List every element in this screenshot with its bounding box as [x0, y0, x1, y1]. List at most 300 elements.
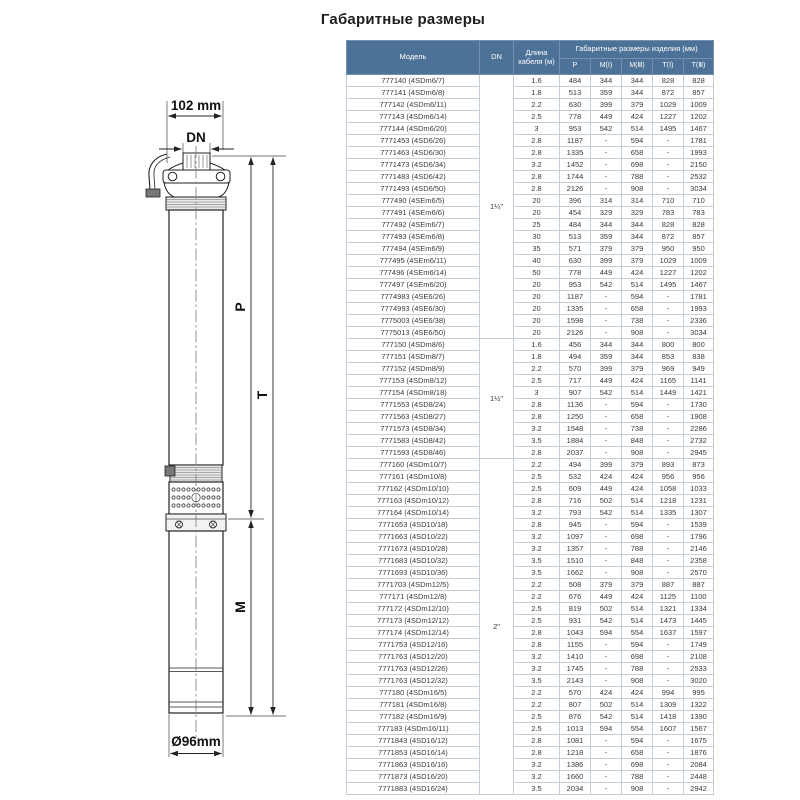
dim-cell: 1749: [684, 639, 714, 651]
dim-cell: -: [591, 399, 622, 411]
dim-cell: 379: [622, 243, 653, 255]
dim-cell: 424: [622, 687, 653, 699]
dim-cell: 1029: [653, 255, 684, 267]
dim-cell: 3034: [684, 183, 714, 195]
dim-cell: 1058: [653, 483, 684, 495]
model-cell: 7771453 (4SD6/26): [347, 135, 480, 147]
dim-label-m: M: [232, 601, 248, 613]
dim-cell: -: [591, 411, 622, 423]
dim-cell: 1567: [684, 723, 714, 735]
table-row: [347, 771, 714, 783]
dim-cell: 1309: [653, 699, 684, 711]
col-header-m3: M(Ⅲ): [622, 59, 653, 75]
model-cell: 7771583 (4SD8/42): [347, 435, 480, 447]
dim-cell: 2286: [684, 423, 714, 435]
dim-cell: 594: [622, 135, 653, 147]
dim-cell: 788: [622, 771, 653, 783]
dim-cell: 514: [622, 387, 653, 399]
table-row: [347, 603, 714, 615]
dim-cell: 329: [622, 207, 653, 219]
dim-cell: 893: [653, 459, 684, 471]
cable-cell: 2.8: [514, 183, 560, 195]
table-row: [347, 87, 714, 99]
dim-cell: 379: [591, 579, 622, 591]
cable-cell: 2.5: [514, 111, 560, 123]
model-cell: 7771693 (4SD10/36): [347, 567, 480, 579]
dim-cell: 514: [622, 615, 653, 627]
dim-cell: 514: [622, 507, 653, 519]
cable-cell: 3.2: [514, 759, 560, 771]
dim-cell: 424: [591, 687, 622, 699]
cable-cell: 20: [514, 303, 560, 315]
dim-cell: 1993: [684, 147, 714, 159]
cable-cell: 2.8: [514, 147, 560, 159]
dim-cell: 2732: [684, 435, 714, 447]
table-row: [347, 447, 714, 459]
dim-cell: 2146: [684, 543, 714, 555]
dim-cell: 1607: [653, 723, 684, 735]
dim-cell: 969: [653, 363, 684, 375]
table-row: [347, 639, 714, 651]
model-cell: 777183 (4SDm16/11): [347, 723, 480, 735]
dim-cell: -: [653, 639, 684, 651]
cable-cell: 2.5: [514, 471, 560, 483]
model-cell: 777495 (4SEm6/11): [347, 255, 480, 267]
model-cell: 777141 (4SDm6/8): [347, 87, 480, 99]
table-row: [347, 159, 714, 171]
table-row: [347, 351, 714, 363]
model-cell: 777160 (4SDm10/7): [347, 459, 480, 471]
dim-cell: -: [591, 531, 622, 543]
model-cell: 777494 (4SEm6/9): [347, 243, 480, 255]
dim-cell: 838: [684, 351, 714, 363]
cable-cell: 2.2: [514, 699, 560, 711]
cable-cell: 3.5: [514, 555, 560, 567]
dn-cell: 2": [480, 459, 514, 795]
dim-cell: 828: [653, 219, 684, 231]
table-body: [347, 75, 714, 795]
dim-cell: 1335: [560, 303, 591, 315]
dim-cell: 1043: [560, 627, 591, 639]
dim-cell: 1548: [560, 423, 591, 435]
table-row: [347, 735, 714, 747]
dim-cell: 424: [622, 111, 653, 123]
dim-cell: 379: [622, 579, 653, 591]
dim-cell: 514: [622, 495, 653, 507]
dim-cell: 594: [622, 735, 653, 747]
model-cell: 777490 (4SEm6/5): [347, 195, 480, 207]
table-row: [347, 591, 714, 603]
cable-cell: 40: [514, 255, 560, 267]
dim-cell: -: [591, 783, 622, 795]
model-cell: 777164 (4SDm10/14): [347, 507, 480, 519]
table-row: [347, 339, 714, 351]
dim-cell: 1539: [684, 519, 714, 531]
table-row: [347, 459, 714, 471]
dim-cell: 1250: [560, 411, 591, 423]
dim-cell: 594: [622, 399, 653, 411]
dim-cell: -: [653, 555, 684, 567]
dim-cell: 1187: [560, 291, 591, 303]
dim-cell: 494: [560, 459, 591, 471]
table-row: [347, 579, 714, 591]
dim-cell: 807: [560, 699, 591, 711]
cable-cell: 2.8: [514, 747, 560, 759]
dim-cell: -: [653, 735, 684, 747]
dim-cell: 908: [622, 183, 653, 195]
model-cell: 7771573 (4SD8/34): [347, 423, 480, 435]
dim-cell: -: [591, 759, 622, 771]
dim-cell: 2084: [684, 759, 714, 771]
dim-label-p: P: [232, 302, 248, 312]
dim-cell: 359: [591, 231, 622, 243]
table-row: [347, 399, 714, 411]
dim-cell: 1495: [653, 279, 684, 291]
model-cell: 7774983 (4SE6/26): [347, 291, 480, 303]
dim-cell: -: [591, 567, 622, 579]
dim-cell: 2150: [684, 159, 714, 171]
table-row: [347, 183, 714, 195]
dim-cell: 502: [591, 603, 622, 615]
dim-cell: 314: [622, 195, 653, 207]
dim-cell: 1637: [653, 627, 684, 639]
dim-cell: 484: [560, 75, 591, 87]
ear-hole: [216, 172, 225, 181]
col-header-t1: T(Ⅰ): [653, 59, 684, 75]
dim-cell: 1495: [653, 123, 684, 135]
table-row: [347, 495, 714, 507]
cable-cell: 2.8: [514, 171, 560, 183]
dim-cell: 956: [684, 471, 714, 483]
cable-cell: 20: [514, 291, 560, 303]
dim-cell: 630: [560, 99, 591, 111]
dim-cell: 449: [591, 267, 622, 279]
dim-cell: 887: [653, 579, 684, 591]
cable-cell: 3.2: [514, 507, 560, 519]
model-cell: 7771863 (4SD16/16): [347, 759, 480, 771]
model-cell: 7771463 (4SD6/30): [347, 147, 480, 159]
dim-cell: 502: [591, 699, 622, 711]
dim-cell: 908: [622, 675, 653, 687]
table-row: [347, 387, 714, 399]
cable-cell: 20: [514, 315, 560, 327]
dim-cell: 1029: [653, 99, 684, 111]
dim-cell: 513: [560, 87, 591, 99]
cable-cell: 1.6: [514, 75, 560, 87]
dim-cell: 1321: [653, 603, 684, 615]
dim-cell: 1662: [560, 567, 591, 579]
table-row: [347, 435, 714, 447]
model-cell: 7771563 (4SD8/27): [347, 411, 480, 423]
dim-cell: 783: [653, 207, 684, 219]
dim-cell: 908: [622, 783, 653, 795]
dim-cell: 1013: [560, 723, 591, 735]
dim-cell: -: [591, 771, 622, 783]
dim-cell: 399: [591, 99, 622, 111]
dim-cell: 1357: [560, 543, 591, 555]
dim-cell: 872: [653, 231, 684, 243]
table-row: [347, 471, 714, 483]
model-cell: 7771873 (4SD16/20): [347, 771, 480, 783]
model-cell: 777497 (4SEm6/20): [347, 279, 480, 291]
dim-cell: 1009: [684, 99, 714, 111]
dim-cell: 1390: [684, 711, 714, 723]
dim-cell: 908: [622, 567, 653, 579]
dim-cell: 2533: [684, 663, 714, 675]
model-cell: 777173 (4SDm12/12): [347, 615, 480, 627]
dim-cell: 1781: [684, 135, 714, 147]
dim-cell: 793: [560, 507, 591, 519]
dim-cell: 2143: [560, 675, 591, 687]
cable-cell: 2.2: [514, 363, 560, 375]
model-cell: 7771593 (4SD8/46): [347, 447, 480, 459]
cable-cell: 2.5: [514, 603, 560, 615]
dim-cell: 956: [653, 471, 684, 483]
dim-cell: -: [591, 435, 622, 447]
dim-label-diameter: Ø96mm: [171, 734, 221, 749]
cable-cell: 3.5: [514, 783, 560, 795]
dim-cell: 513: [560, 231, 591, 243]
table-row: [347, 231, 714, 243]
table-row: [347, 699, 714, 711]
dim-cell: -: [653, 171, 684, 183]
table-row: [347, 519, 714, 531]
dim-cell: -: [653, 651, 684, 663]
dim-cell: 1231: [684, 495, 714, 507]
model-cell: 777152 (4SDm8/9): [347, 363, 480, 375]
dim-cell: 542: [591, 279, 622, 291]
cable-cell: 3.2: [514, 159, 560, 171]
dim-cell: 778: [560, 111, 591, 123]
model-cell: 7771763 (4SD12/32): [347, 675, 480, 687]
dim-cell: 379: [622, 99, 653, 111]
dim-cell: -: [591, 315, 622, 327]
dim-cell: 710: [653, 195, 684, 207]
dim-cell: 1334: [684, 603, 714, 615]
cable-cell: 3: [514, 387, 560, 399]
dim-cell: 950: [653, 243, 684, 255]
table-row: [347, 483, 714, 495]
dim-cell: 1884: [560, 435, 591, 447]
dimensions-table: [346, 40, 714, 795]
dim-cell: -: [591, 291, 622, 303]
dim-cell: 554: [622, 627, 653, 639]
dim-cell: -: [591, 639, 622, 651]
table-row: [347, 219, 714, 231]
dim-cell: 1386: [560, 759, 591, 771]
table-row: [347, 135, 714, 147]
model-cell: 7771683 (4SD10/32): [347, 555, 480, 567]
dim-cell: 1510: [560, 555, 591, 567]
dim-cell: 449: [591, 591, 622, 603]
dim-cell: 1597: [684, 627, 714, 639]
dim-cell: 1730: [684, 399, 714, 411]
dim-cell: 1202: [684, 111, 714, 123]
cable-clamp: [165, 466, 175, 476]
table-row: [347, 75, 714, 87]
cable-cell: 2.2: [514, 459, 560, 471]
dim-cell: -: [591, 423, 622, 435]
dim-cell: 454: [560, 207, 591, 219]
model-cell: 777144 (4SDm6/20): [347, 123, 480, 135]
dim-cell: 379: [622, 363, 653, 375]
dim-cell: 950: [684, 243, 714, 255]
dim-cell: 2358: [684, 555, 714, 567]
head-shoulder: [164, 183, 229, 197]
cable-cell: 2.8: [514, 399, 560, 411]
dim-cell: 502: [591, 495, 622, 507]
dim-cell: 344: [622, 339, 653, 351]
dim-cell: 514: [622, 603, 653, 615]
dim-cell: 953: [560, 279, 591, 291]
dim-cell: 788: [622, 543, 653, 555]
model-cell: 777162 (4SDm10/10): [347, 483, 480, 495]
dim-cell: -: [653, 423, 684, 435]
table-row: [347, 255, 714, 267]
page-title: Габаритные размеры: [320, 11, 486, 28]
model-cell: 7771473 (4SD6/34): [347, 159, 480, 171]
table-row: [347, 651, 714, 663]
dn-cell: 1¼": [480, 75, 514, 339]
dim-cell: -: [653, 327, 684, 339]
dim-cell: 344: [622, 87, 653, 99]
dim-cell: -: [591, 327, 622, 339]
dim-cell: 1421: [684, 387, 714, 399]
dim-cell: 1410: [560, 651, 591, 663]
dim-cell: 456: [560, 339, 591, 351]
dim-cell: 630: [560, 255, 591, 267]
dim-cell: 2942: [684, 783, 714, 795]
table-row: [347, 615, 714, 627]
table-row: [347, 363, 714, 375]
cable-cell: 2.2: [514, 99, 560, 111]
dim-cell: 1452: [560, 159, 591, 171]
model-cell: 7771703 (4SDm12/5): [347, 579, 480, 591]
cable-clamp: [146, 189, 160, 197]
cable-cell: 2.8: [514, 135, 560, 147]
dim-cell: 424: [622, 267, 653, 279]
table-row: [347, 375, 714, 387]
dim-cell: -: [591, 447, 622, 459]
dim-cell: 857: [684, 87, 714, 99]
dim-cell: 2532: [684, 171, 714, 183]
dim-cell: 908: [622, 447, 653, 459]
cable-cell: 2.8: [514, 627, 560, 639]
dim-cell: 788: [622, 663, 653, 675]
table-row: [347, 243, 714, 255]
dim-cell: -: [653, 399, 684, 411]
dim-cell: -: [653, 183, 684, 195]
dim-label-t: T: [254, 390, 270, 400]
dim-label-width: 102 mm: [170, 98, 222, 113]
dim-cell: 848: [622, 555, 653, 567]
model-cell: 7771763 (4SD12/20): [347, 651, 480, 663]
dim-cell: 396: [560, 195, 591, 207]
model-cell: 7774993 (4SE6/30): [347, 303, 480, 315]
dim-cell: 778: [560, 267, 591, 279]
dim-cell: -: [653, 675, 684, 687]
model-cell: 777491 (4SEm6/6): [347, 207, 480, 219]
cable-cell: 2.5: [514, 615, 560, 627]
table-row: [347, 147, 714, 159]
cable-cell: 3.2: [514, 663, 560, 675]
cable-cell: 3.5: [514, 675, 560, 687]
cable-cell: 35: [514, 243, 560, 255]
dn-cell: 1½": [480, 339, 514, 459]
table-row: [347, 267, 714, 279]
dim-cell: -: [653, 147, 684, 159]
dim-cell: 424: [622, 471, 653, 483]
dim-cell: 2570: [684, 567, 714, 579]
dim-cell: 449: [591, 375, 622, 387]
dim-cell: 698: [622, 159, 653, 171]
dim-cell: 1202: [684, 267, 714, 279]
model-cell: 777140 (4SDm6/7): [347, 75, 480, 87]
dim-cell: 532: [560, 471, 591, 483]
dim-cell: 542: [591, 615, 622, 627]
dim-cell: 1335: [560, 147, 591, 159]
table-row: [347, 327, 714, 339]
table-row: [347, 531, 714, 543]
dim-cell: -: [653, 519, 684, 531]
dim-cell: -: [653, 447, 684, 459]
dim-cell: 1165: [653, 375, 684, 387]
model-cell: 7771843 (4SD16/12): [347, 735, 480, 747]
dim-cell: 424: [622, 375, 653, 387]
cable-cell: 2.2: [514, 591, 560, 603]
dim-cell: 1100: [684, 591, 714, 603]
model-cell: 777492 (4SEm6/7): [347, 219, 480, 231]
dim-cell: -: [591, 663, 622, 675]
dim-cell: 344: [622, 231, 653, 243]
dim-cell: 994: [653, 687, 684, 699]
dim-cell: -: [653, 747, 684, 759]
table-row: [347, 291, 714, 303]
dim-cell: 484: [560, 219, 591, 231]
dim-cell: -: [591, 555, 622, 567]
model-cell: 777143 (4SDm6/14): [347, 111, 480, 123]
model-cell: 777172 (4SDm12/10): [347, 603, 480, 615]
cable-cell: 2.5: [514, 483, 560, 495]
dim-cell: 1218: [560, 747, 591, 759]
cable-cell: 3.2: [514, 651, 560, 663]
dim-cell: 1155: [560, 639, 591, 651]
cable-cell: 2.8: [514, 519, 560, 531]
dim-cell: 379: [622, 459, 653, 471]
dim-cell: 329: [591, 207, 622, 219]
col-header-m1: M(Ⅰ): [591, 59, 622, 75]
dim-cell: 1745: [560, 663, 591, 675]
dim-cell: 494: [560, 351, 591, 363]
table-row: [347, 723, 714, 735]
model-cell: 777181 (4SDm16/8): [347, 699, 480, 711]
dim-cell: 1467: [684, 279, 714, 291]
model-cell: 7771653 (4SD10/18): [347, 519, 480, 531]
dim-cell: 399: [591, 459, 622, 471]
dim-cell: -: [591, 183, 622, 195]
dim-cell: 1781: [684, 291, 714, 303]
cable-cell: 2.8: [514, 639, 560, 651]
dim-cell: 542: [591, 123, 622, 135]
table-row: [347, 663, 714, 675]
table-row: [347, 315, 714, 327]
dim-cell: -: [591, 747, 622, 759]
dim-cell: 1660: [560, 771, 591, 783]
table-row: [347, 123, 714, 135]
cable-cell: 50: [514, 267, 560, 279]
model-cell: 7775003 (4SE6/38): [347, 315, 480, 327]
dim-cell: 399: [591, 255, 622, 267]
